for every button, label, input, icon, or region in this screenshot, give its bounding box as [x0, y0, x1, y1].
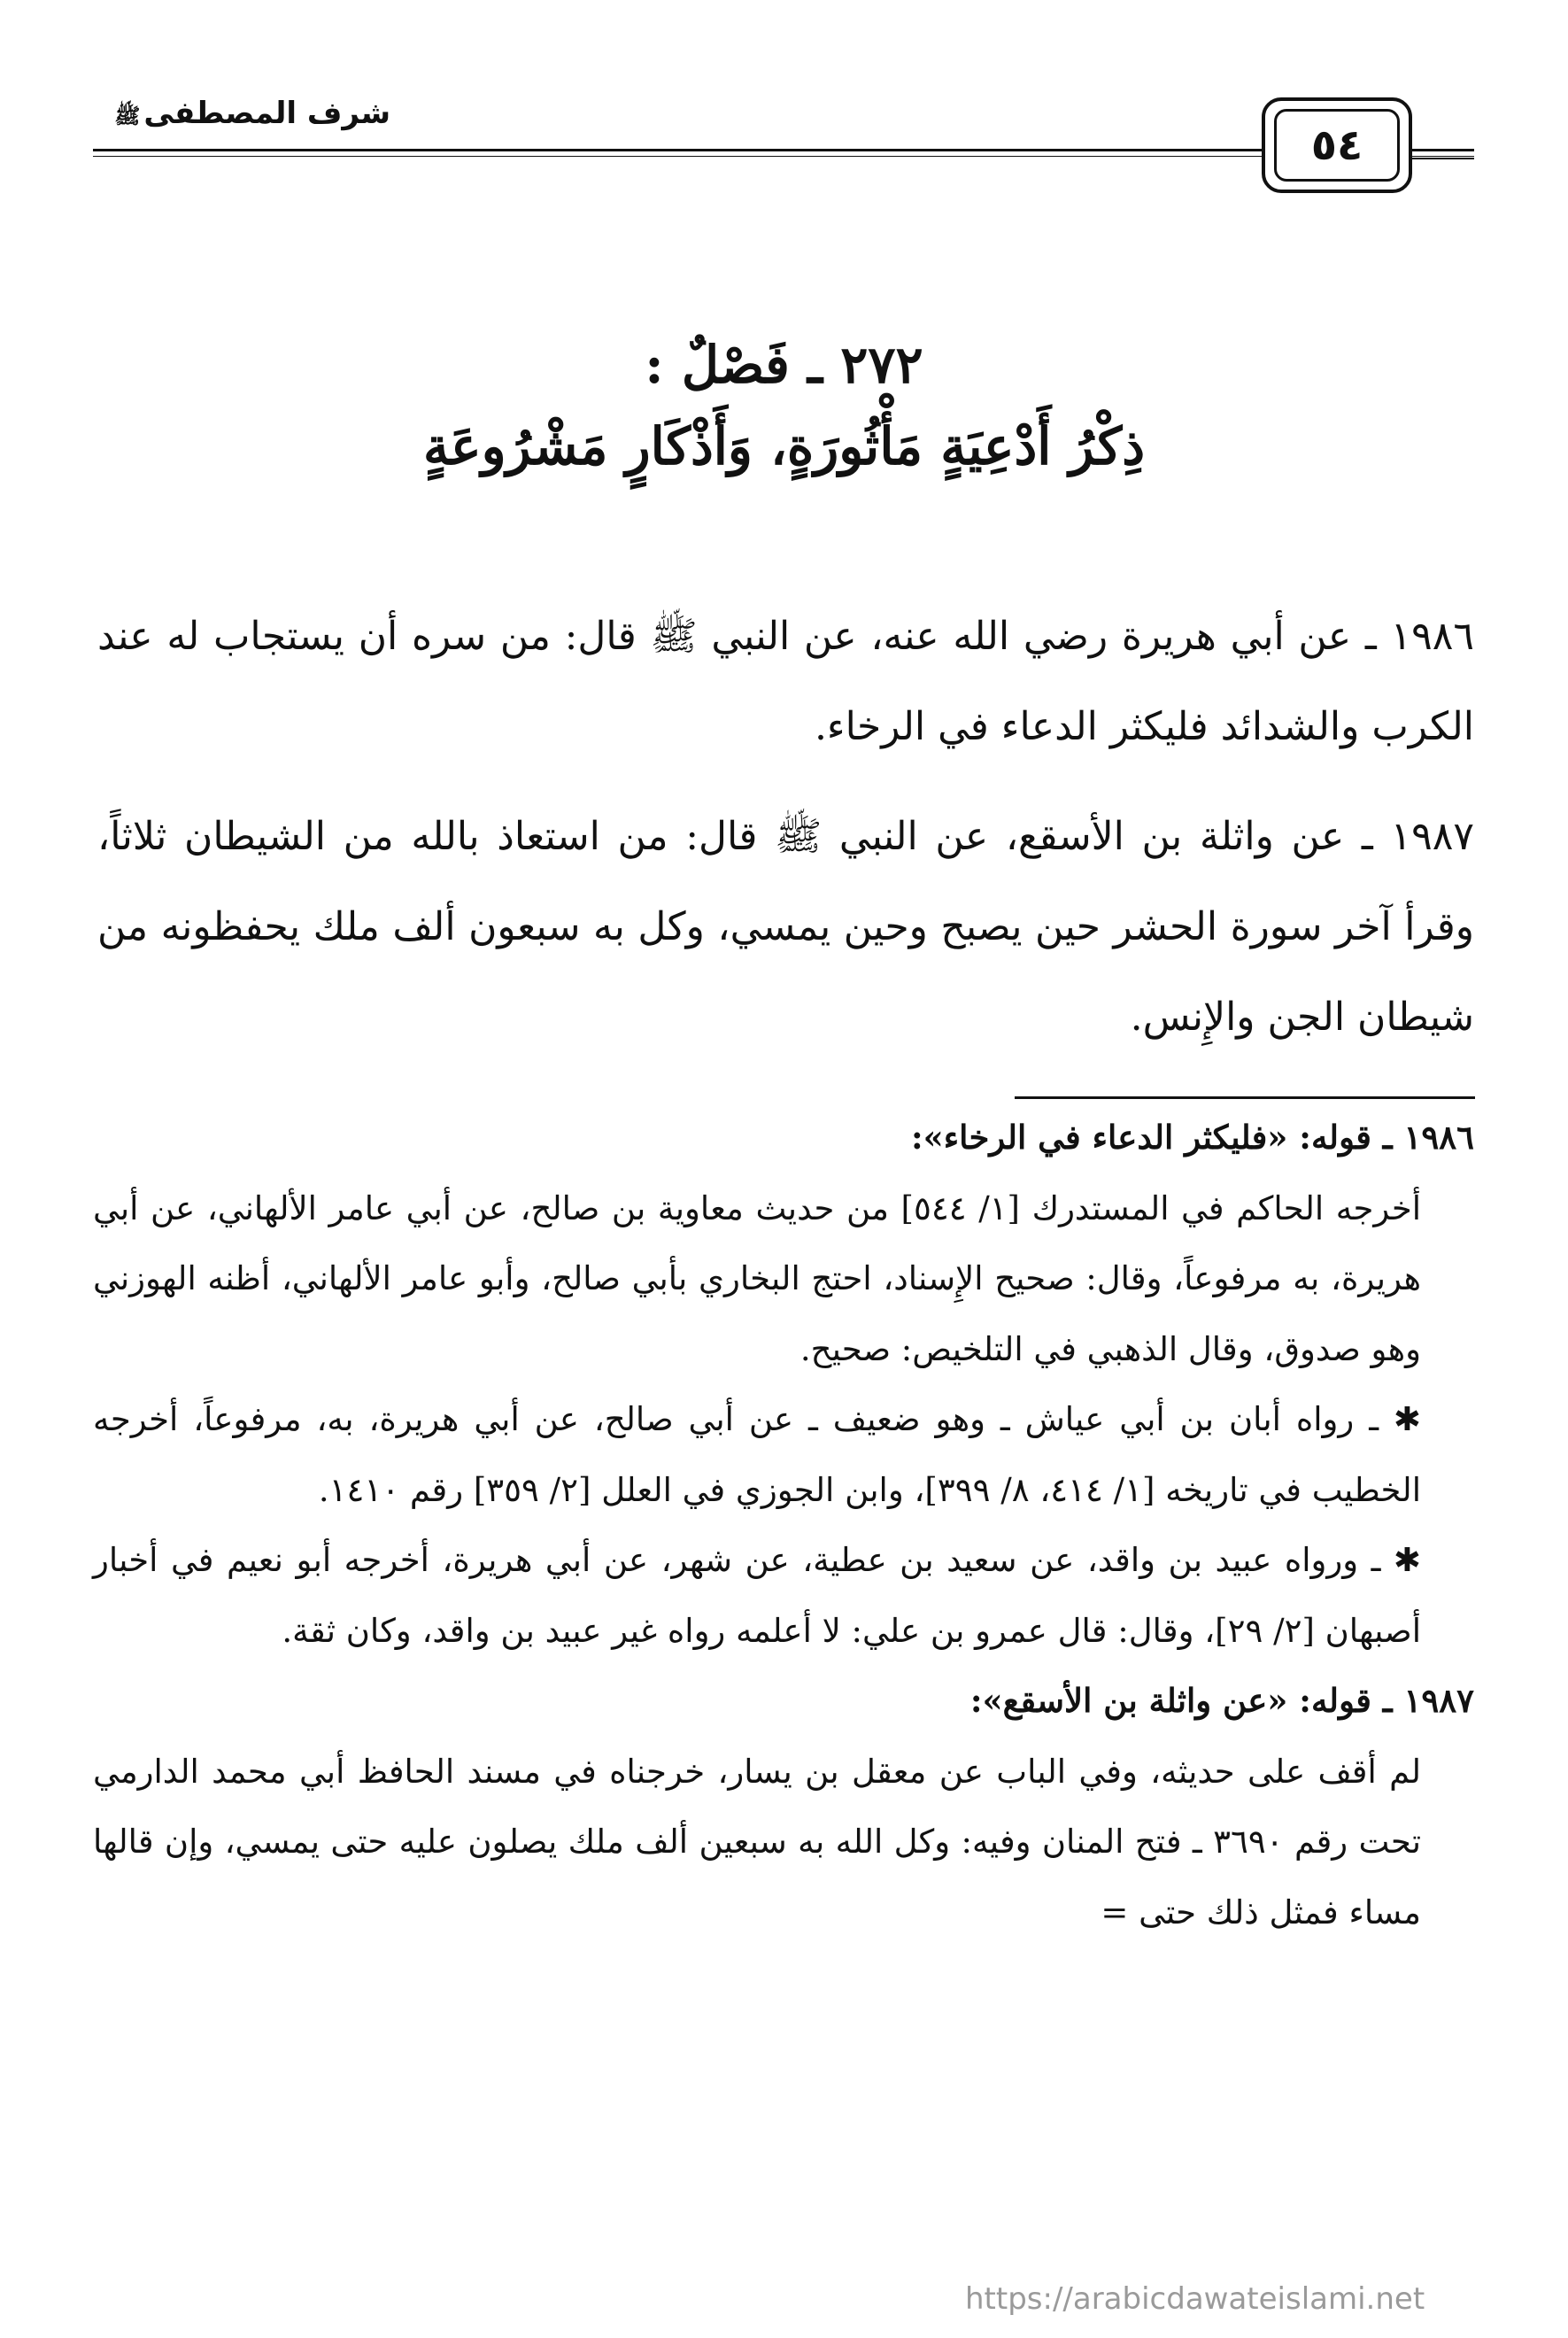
footnote-text: ـ ورواه عبيد بن واقد، عن سعيد بن عطية، عن شهر، عن أبي هريرة، أخرجه أبو نعيم في أخبار أصبهان [٢/ ٢٩]، وقال: قال عمرو بن علي: لا أعلمه رواه غير عبيد بن واقد، وكان ثقة.: [93, 1541, 1421, 1650]
book-title-text: شرف المصطفى: [143, 96, 390, 131]
hadith-number: ١٩٨٦: [1390, 614, 1474, 659]
main-text: [97, 592, 1474, 1082]
honorific-ligature: ﷺ: [114, 104, 141, 128]
hadith-paragraph: [97, 792, 1474, 1063]
footnote-text: ـ رواه أبان بن أبي عياش ـ وهو ضعيف ـ عن أبي صالح، عن أبي هريرة، به، مرفوعاً، أخرجه الخطيب في تاريخه [١/ ٤١٤، ٨/ ٣٩٩]، وابن الجوزي في العلل [٢/ ٣٥٩] رقم ١٤١٠.: [93, 1400, 1421, 1509]
footnote-number: ١٩٨٦: [1403, 1118, 1474, 1157]
chapter-subtitle: ذِكْرُ أَدْعِيَةٍ مَأْثُورَةٍ، وَأَذْكَارٍ مَشْرُوعَةٍ: [422, 416, 1146, 476]
chapter-title: ٢٧٢ ـ فَصْلٌ :: [645, 335, 923, 395]
footnote-paragraph: لم أقف على حديثه، وفي الباب عن معقل بن يسار، خرجناه في مسند الحافظ أبي محمد الدارمي تحت رقم ٣٦٩٠ ـ فتح المنان وفيه: وكل الله به سبعين ألف ملك يصلون عليه حتى يمسي، وإن قالها مساء فمثل ذلك حتى =: [93, 1752, 1422, 1932]
footnote-heading: [93, 1666, 1474, 1737]
footnote-label: ـ قوله: «عن واثلة بن الأسقع»:: [969, 1681, 1393, 1720]
footnote-separator: [1015, 1096, 1475, 1099]
footnote-paragraph: [93, 1384, 1421, 1525]
hadith-text: ـ عن أبي هريرة رضي الله عنه، عن النبي ﷺ قال: من سره أن يستجاب له عند الكرب والشدائد فليكثر الدعاء في الرخاء.: [97, 614, 1474, 749]
hadith-number: ١٩٨٧: [1390, 814, 1474, 859]
page-number: ٥٤: [1274, 109, 1400, 182]
footnote-heading: [93, 1103, 1474, 1173]
hadith-text: ـ عن واثلة بن الأسقع، عن النبي ﷺ قال: من استعاذ بالله من الشيطان ثلاثاً، وقرأ آخر سورة الحشر حين يصبح وحين يمسي، وكل به سبعون ألف ملك يحفظونه من شيطان الجن والإِنس.: [97, 814, 1474, 1040]
hadith-paragraph: [97, 592, 1474, 772]
star-marker: ✱: [1393, 1400, 1421, 1438]
footnotes: [93, 1103, 1474, 1947]
watermark-url: https://arabicdawateislami.net: [965, 2281, 1425, 2317]
footnote-number: ١٩٨٧: [1403, 1681, 1474, 1720]
star-marker: ✱: [1393, 1541, 1421, 1579]
footnote-paragraph: [93, 1525, 1421, 1666]
page-number-frame: [1262, 97, 1412, 193]
footnote-paragraph: أخرجه الحاكم في المستدرك [١/ ٥٤٤] من حديث معاوية بن صالح، عن أبي عامر الألهاني، عن أبي هريرة، به مرفوعاً، وقال: صحيح الإِسناد، احتج البخاري بأبي صالح، وأبو عامر الألهاني، أظنه الهوزني وهو صدوق، وقال الذهبي في التلخيص: صحيح.: [93, 1188, 1421, 1368]
running-title: [54, 96, 390, 134]
footnote-label: ـ قوله: «فليكثر الدعاء في الرخاء»:: [911, 1118, 1393, 1157]
